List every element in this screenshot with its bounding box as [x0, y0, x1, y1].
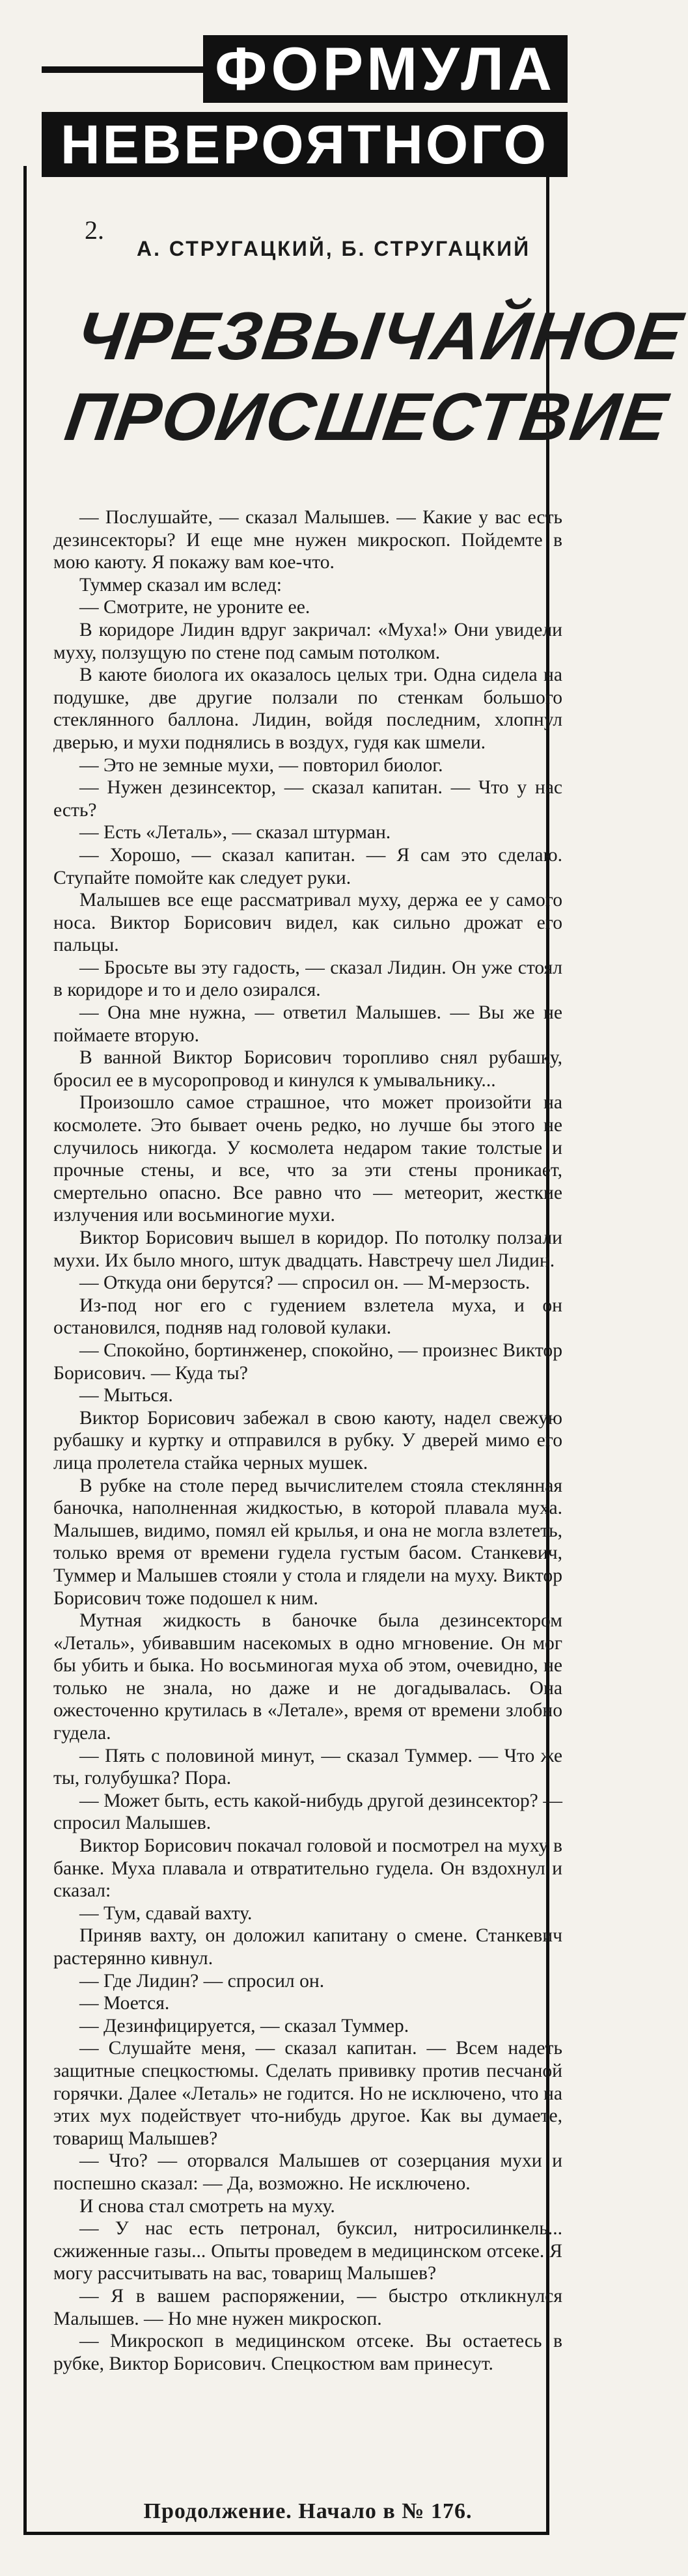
paragraph: Приняв вахту, он доложил капитану о смене. Станкевич растерянно кивнул.	[53, 1925, 562, 1969]
paragraph: Из-под ног его с гудением взлетела муха, и он остановился, подняв над головой кулаки.	[53, 1295, 562, 1339]
paragraph: И снова стал смотреть на муху.	[79, 2195, 335, 2217]
paragraph: — Мыться.	[79, 1385, 173, 1406]
paragraph: Виктор Борисович забежал в свою каюту, надел свежую рубашку и куртку и отправился в рубку. У дверей мимо его лица пролетела стайка черных мушек.	[53, 1407, 562, 1473]
article-title	[61, 296, 688, 458]
paragraph: — Пять с половиной минут, — сказал Туммер. — Что же ты, голубушка? Пора.	[53, 1745, 562, 1789]
title-line2: ПРОИСШЕСТВИЕ	[61, 379, 673, 455]
paragraph: — Она мне нужна, — ответил Малышев. — Вы же не поймаете вторую.	[53, 1002, 562, 1046]
paragraph: — Тум, сдавай вахту.	[79, 1902, 253, 1924]
continuation-note: Продолжение. Начало в № 176.	[143, 2499, 473, 2523]
paragraph: Малышев все еще рассматривал муху, держа ее у самого носа. Виктор Борисович видел, как сильно дрожат его пальцы.	[53, 890, 562, 956]
byline	[85, 215, 551, 260]
paragraph: — Я в вашем распоряжении, — быстро откликнулся Малышев. — Но мне нужен микроскоп.	[53, 2285, 562, 2329]
paragraph: — Нужен дезинсектор, — сказал капитан. — Что у нас есть?	[53, 777, 562, 821]
paragraph: — Что? — оторвался Малышев от созерцания мухи и поспешно сказал: — Да, возможно. Не исключено.	[53, 2150, 562, 2194]
paragraph: — Бросьте вы эту гадость, — сказал Лидин. Он уже стоял в коридоре и то и дело озирался.	[53, 957, 562, 1001]
paragraph: — Смотрите, не уроните ее.	[79, 597, 310, 618]
article-body	[53, 506, 562, 2375]
paragraph: — Дезинфицируется, — сказал Туммер.	[79, 2015, 409, 2036]
paragraph: Виктор Борисович покачал головой и посмотрел на муху в банке. Муха плавала и отвратительно гудела. Он вздохнул и сказал:	[53, 1835, 562, 1902]
paragraph: — Спокойно, бортинженер, спокойно, — произнес Виктор Борисович. — Куда ты?	[53, 1339, 562, 1384]
paragraph: В коридоре Лидин вдруг закричал: «Муха!» Они увидели муху, ползущую по стене под самым потолком.	[53, 619, 562, 663]
masthead-word-formula: ФОРМУЛА	[203, 35, 568, 103]
paragraph: Виктор Борисович вышел в коридор. По потолку ползали мухи. Их было много, штук двадцать. Навстречу шел Лидин.	[53, 1227, 562, 1271]
paragraph: — Хорошо, — сказал капитан. — Я сам это сделаю. Ступайте помойте как следует руки.	[53, 844, 562, 888]
paragraph: — Послушайте, — сказал Малышев. — Какие у вас есть дезинсекторы? И еще мне нужен микроскоп. Пойдемте в мою каюту. Я покажу вам кое-что.	[53, 507, 562, 573]
paragraph: Произошло самое страшное, что может произойти на космолете. Это бывает очень редко, но лучше бы этого не случилось никогда. У космолета недаром такие толстые и прочные стены, и все, что за эти стены проникает, смертельно опасно. Все равно что — метеорит, жесткие излучения или восьминогие мухи.	[53, 1092, 562, 1226]
masthead-line1	[42, 34, 568, 105]
paragraph: — Откуда они берутся? — спросил он. — М-мерзость.	[79, 1272, 530, 1294]
paragraph: — Может быть, есть какой-нибудь другой дезинсектор? — спросил Малышев.	[53, 1790, 562, 1834]
masthead-rule	[42, 66, 211, 73]
issue-number: 2.	[85, 215, 104, 245]
paragraph: Мутная жидкость в баночке была дезинсектором «Леталь», убивавшим насекомых в одно мгновение. Он мог бы убить и быка. Но восьминогая муха об этом, очевидно, не только не знала, но даже и не догадывалась. Она ожесточенно крутилась в «Летале», время от времени злобно гудела.	[53, 1610, 562, 1744]
title-line1: ЧРЕЗВЫЧАЙНОЕ	[72, 299, 688, 374]
paragraph: — Микроскоп в медицинском отсеке. Вы остаетесь в рубке, Виктор Борисович. Спецкостюм вам принесут.	[53, 2331, 562, 2374]
masthead-word-neveroyatnogo: НЕВЕРОЯТНОГО	[42, 112, 568, 177]
paragraph: В рубке на столе перед вычислителем стояла стеклянная баночка, наполненная жидкостью, в которой плавала муха. Малышев, видимо, помял ей крылья, и она не могла взлететь, только время от времени гудела густым басом. Станкевич, Туммер и Малышев стояли у стола и глядели на муху. Виктор Борисович тоже подошел к ним.	[53, 1475, 562, 1609]
paragraph: — У нас есть петронал, буксил, нитросилинкель... сжиженные газы... Опыты проведем в медицинском отсеке. Я могу рассчитывать на вас, товарищ Малышев?	[53, 2218, 562, 2284]
paragraph: В ванной Виктор Борисович торопливо снял рубашку, бросил ее в мусоропровод и кинулся к умывальнику...	[53, 1047, 562, 1091]
paragraph: — Это не земные мухи, — повторил биолог.	[79, 754, 443, 776]
paragraph: — Где Лидин? — спросил он.	[79, 1970, 325, 1992]
paragraph: — Есть «Леталь», — сказал штурман.	[79, 822, 391, 843]
paragraph: Туммер сказал им вслед:	[79, 574, 282, 596]
masthead	[42, 0, 568, 175]
authors: А. СТРУГАЦКИЙ, Б. СТРУГАЦКИЙ	[137, 237, 531, 260]
paragraph: — Моется.	[79, 1993, 170, 2014]
paragraph: В каюте биолога их оказалось целых три. Одна сидела на подушке, две другие ползали по стенкам большого стеклянного баллона. Лидин, войдя последним, хлопнул дверью, и мухи поднялись в воздух, гудя как шмели.	[53, 665, 562, 753]
paragraph: — Слушайте меня, — сказал капитан. — Всем надеть защитные спецкостюмы. Сделать прививку против песчаной горячки. Далее «Леталь» не годится. Но не исключено, что на этих мух подействует что-нибудь другое. Как вы думаете, товарищ Малышев?	[53, 2038, 562, 2149]
